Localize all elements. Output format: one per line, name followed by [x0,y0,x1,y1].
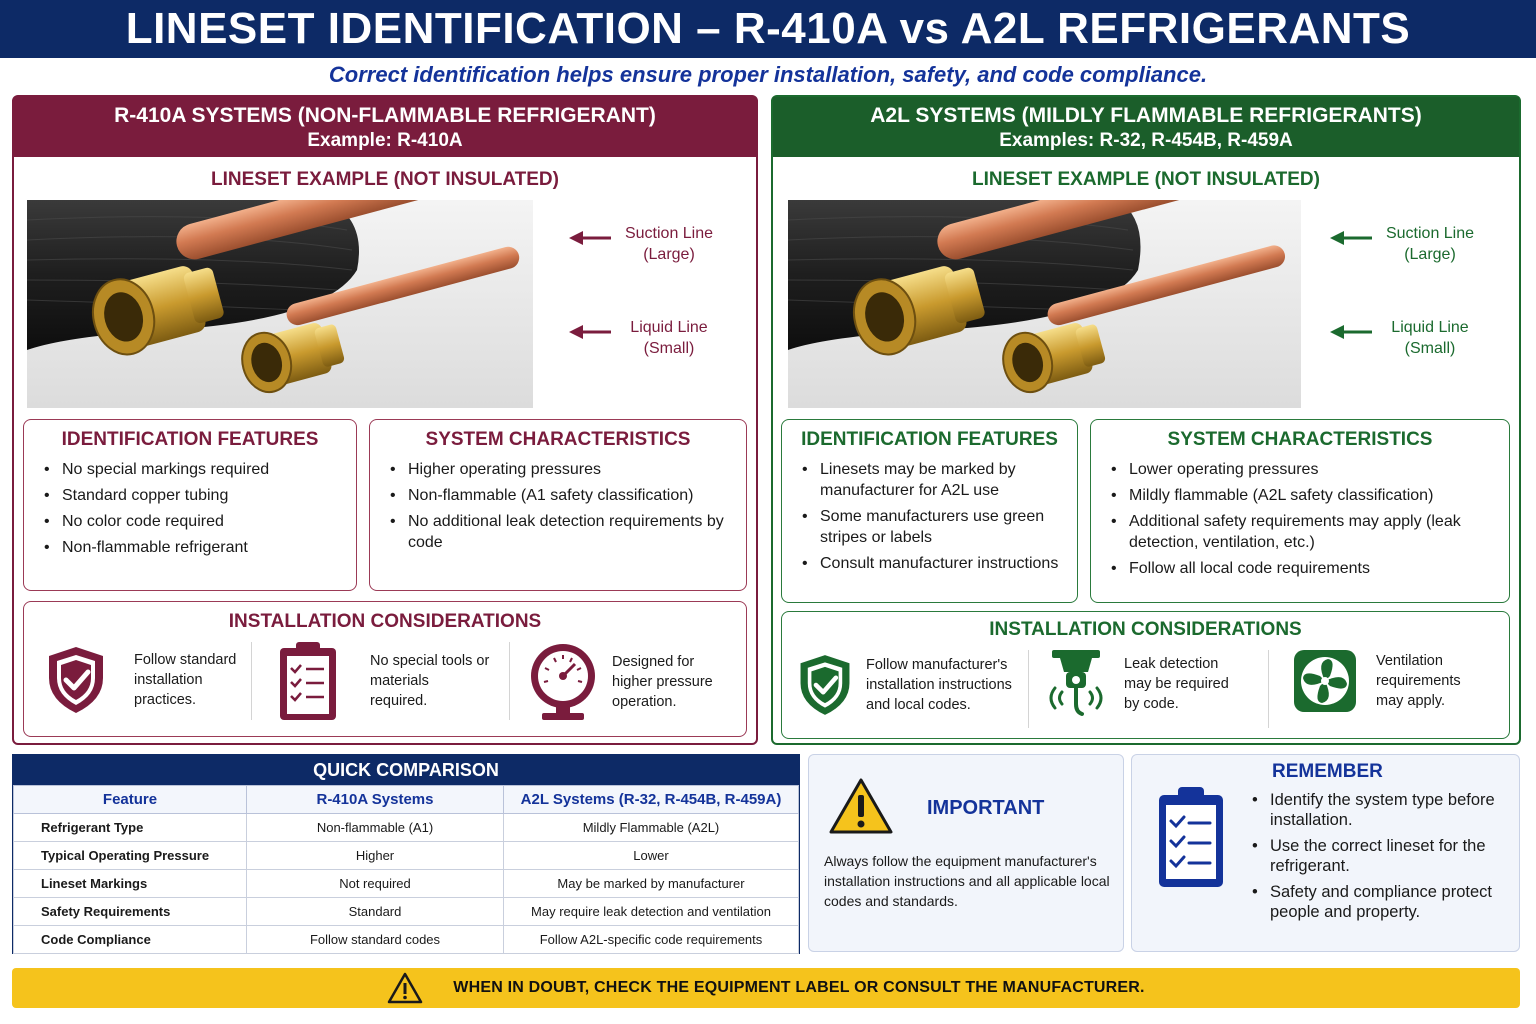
warning-icon [829,777,893,835]
list-item: • Lower operating pressures [1091,459,1509,480]
table-row [14,926,799,954]
a2l-suction-size: (Large) [1404,246,1456,263]
r410a-header-example: Example: R-410A [307,130,463,151]
r410a-panel [12,95,758,745]
a2l-install-text-3: Ventilation requirements may apply. [1376,653,1461,709]
quick-comparison-title: QUICK COMPARISON [13,755,799,785]
list-item: • Higher operating pressures [370,459,746,480]
comparison-table [13,785,799,954]
list-item: • Mildly flammable (A2L safety classification) [1091,485,1509,506]
footer-text: WHEN IN DOUBT, CHECK THE EQUIPMENT LABEL OR CONSULT THE MANUFACTURER. [453,979,1145,996]
row-label: Typical Operating Pressure [14,842,247,870]
a2l-installation-box [781,611,1510,739]
a2l-panel [771,95,1521,745]
table-header-row [14,786,799,814]
list-item: • Non-flammable (A1 safety classification) [370,485,746,506]
r410a-identification-box [23,419,357,591]
r410a-install-item-3 [528,642,732,722]
a2l-lineset-photo [788,200,1301,408]
a2l-panel-header [773,97,1519,157]
shield-check-icon [796,652,854,718]
r410a-install-item-2 [276,640,490,722]
a2l-characteristics-title: SYSTEM CHARACTERISTICS [1167,429,1433,450]
r410a-panel-header [14,97,756,157]
shield-check-icon [44,644,108,716]
a2l-install-item-2 [1044,646,1244,722]
table-row [14,870,799,898]
table-cell: Follow A2L-specific code requirements [504,926,799,954]
r410a-installation-title: INSTALLATION CONSIDERATIONS [228,611,542,632]
r410a-installation-box [23,601,747,737]
r410a-liquid-size: (Small) [643,340,695,357]
list-item: • No color code required [24,511,356,532]
table-row [14,814,799,842]
arrow-left-icon [569,231,611,245]
table-cell: Non-flammable (A1) [247,814,504,842]
r410a-install-text-1: Follow standard installation practices. [134,652,237,708]
table-cell: Lower [504,842,799,870]
clipboard-checklist-icon [1156,785,1226,889]
r410a-liquid-label: Liquid Line [630,319,708,336]
table-row [14,842,799,870]
list-item: • Consult manufacturer instructions [782,553,1077,574]
ventilation-fan-icon [1292,648,1358,714]
a2l-header-title: A2L SYSTEMS (MILDLY FLAMMABLE REFRIGERANTS) [870,104,1422,127]
a2l-suction-label: Suction Line [1385,225,1475,242]
remember-title: REMEMBER [1272,761,1383,782]
row-label: Lineset Markings [14,870,247,898]
list-item: • Standard copper tubing [24,485,356,506]
r410a-suction-size: (Large) [643,246,695,263]
pressure-gauge-icon [528,642,598,722]
a2l-lineset-title: LINESET EXAMPLE (NOT INSULATED) [972,169,1320,190]
row-label: Refrigerant Type [14,814,247,842]
list-item: • Some manufacturers use green stripes or labels [782,506,1077,548]
list-item: • Additional safety requirements may apply (leak detection, ventilation, etc.) [1091,511,1509,553]
list-item: • Non-flammable refrigerant [24,537,356,558]
a2l-install-item-1 [796,652,1026,718]
a2l-install-item-3 [1292,648,1486,714]
a2l-characteristics-box [1090,419,1510,603]
a2l-installation-title: INSTALLATION CONSIDERATIONS [989,619,1302,640]
row-label: Code Compliance [14,926,247,954]
remember-box [1131,754,1520,952]
list-item: • No additional leak detection requirements by code [370,511,746,553]
list-item: • Follow all local code requirements [1091,558,1509,579]
row-label: Safety Requirements [14,898,247,926]
page-subtitle: Correct identification helps ensure proper installation, safety, and code compliance. [328,62,1208,87]
important-title: IMPORTANT [927,797,1045,819]
table-cell: Follow standard codes [247,926,504,954]
column-header: Feature [14,786,247,814]
r410a-install-item-1 [44,644,254,716]
column-header: R-410A Systems [247,786,504,814]
a2l-header-example: Examples: R-32, R-454B, R-459A [999,130,1293,151]
table-cell: May be marked by manufacturer [504,870,799,898]
r410a-header-title: R-410A SYSTEMS (NON-FLAMMABLE REFRIGERANT) [114,104,656,127]
list-item: • Linesets may be marked by manufacturer for A2L use [782,459,1077,501]
page-title: LINESET IDENTIFICATION – R-410A vs A2L REFRIGERANTS [0,0,1536,58]
arrow-left-icon [1330,231,1372,245]
table-cell: Standard [247,898,504,926]
a2l-install-text-1: Follow manufacturer's installation instructions and local codes. [866,657,1012,713]
list-item: • Safety and compliance protect people and property. [1250,882,1510,922]
r410a-characteristics-title: SYSTEM CHARACTERISTICS [425,429,691,450]
a2l-identification-box [781,419,1078,603]
footer-banner [12,968,1520,1008]
important-box [808,754,1124,952]
leak-detector-icon [1044,646,1108,722]
r410a-lineset-photo [27,200,533,408]
a2l-liquid-size: (Small) [1404,340,1456,357]
arrow-left-icon [1330,325,1372,339]
column-header: A2L Systems (R-32, R-454B, R-459A) [504,786,799,814]
r410a-lineset-title: LINESET EXAMPLE (NOT INSULATED) [211,169,559,190]
quick-comparison-table [12,754,800,954]
list-item: • Identify the system type before installation. [1250,790,1510,830]
table-cell: Higher [247,842,504,870]
r410a-install-text-3: Designed for higher pressure operation. [612,654,713,710]
a2l-liquid-label: Liquid Line [1391,319,1469,336]
arrow-left-icon [569,325,611,339]
clipboard-checklist-icon [276,640,340,722]
table-cell: May require leak detection and ventilation [504,898,799,926]
r410a-suction-label: Suction Line [624,225,714,242]
table-row [14,898,799,926]
a2l-identification-title: IDENTIFICATION FEATURES [801,429,1058,450]
r410a-identification-title: IDENTIFICATION FEATURES [61,429,319,450]
table-cell: Mildly Flammable (A2L) [504,814,799,842]
a2l-install-text-2: Leak detection may be required by code. [1124,656,1229,712]
important-text: Always follow the equipment manufacturer's installation instructions and all applicable local codes and standards. [824,853,1110,909]
r410a-install-text-2: No special tools or materials required. [370,653,490,709]
list-item: • Use the correct lineset for the refrigerant. [1250,836,1510,876]
r410a-characteristics-box [369,419,747,591]
warning-icon [387,972,423,1004]
table-cell: Not required [247,870,504,898]
list-item: • No special markings required [24,459,356,480]
